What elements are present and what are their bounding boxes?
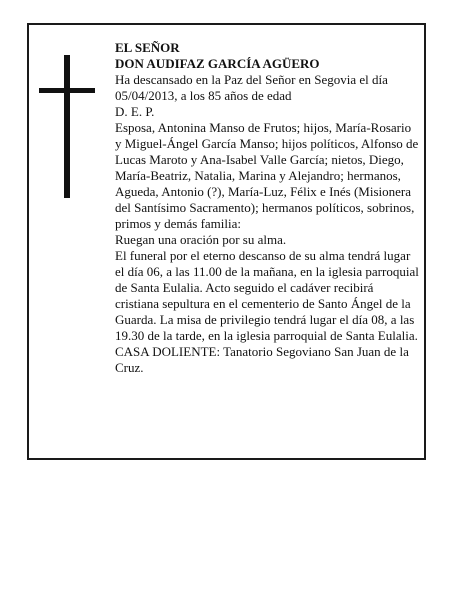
prayer-request: Ruegan una oración por su alma.	[115, 232, 287, 247]
mourning-house: CASA DOLIENTE: Tanatorio Segoviano San Juan de la Cruz.	[115, 344, 409, 375]
deceased-name: DON AUDIFAZ GARCÍA AGÜERO	[115, 56, 320, 71]
obituary-notice	[27, 23, 426, 460]
rest-statement: Ha descansado en la Paz del Señor en Segovia el día 05/04/2013, a los 85 años de edad	[115, 72, 388, 103]
funeral-details: El funeral por el eterno descanso de su alma tendrá lugar el día 06, a las 11.00 de la mañana, en la iglesia parroquial de Santa Eulalia. Acto seguido el cadáver recibirá cristiana sepultura en el cementerio de Santo Ángel de la Guarda. La misa de privilegio tendrá lugar el día 08, a las 19.30 de la tarde, en la iglesia parroquial de Santa Eulalia.	[115, 248, 419, 343]
cross-icon	[39, 55, 95, 198]
notice-text	[115, 40, 420, 376]
notice-title-line1: EL SEÑOR	[115, 40, 180, 55]
rip-line: D. E. P.	[115, 104, 155, 119]
cross-horizontal-bar	[39, 88, 95, 93]
cross-vertical-bar	[64, 55, 70, 198]
family-list: Esposa, Antonina Manso de Frutos; hijos, María-Rosario y Miguel-Ángel García Manso; hijos políticos, Alfonso de Lucas Maroto y Ana-Isabel Valle García; nietos, Diego, María-Beatriz, Natalia, Marina y Alejandro; hermanos, Agueda, Antonio (?), María-Luz, Félix e Inés (Misionera del Santísimo Sacramento); hermanos políticos, sobrinos, primos y demás familia:	[115, 120, 419, 231]
